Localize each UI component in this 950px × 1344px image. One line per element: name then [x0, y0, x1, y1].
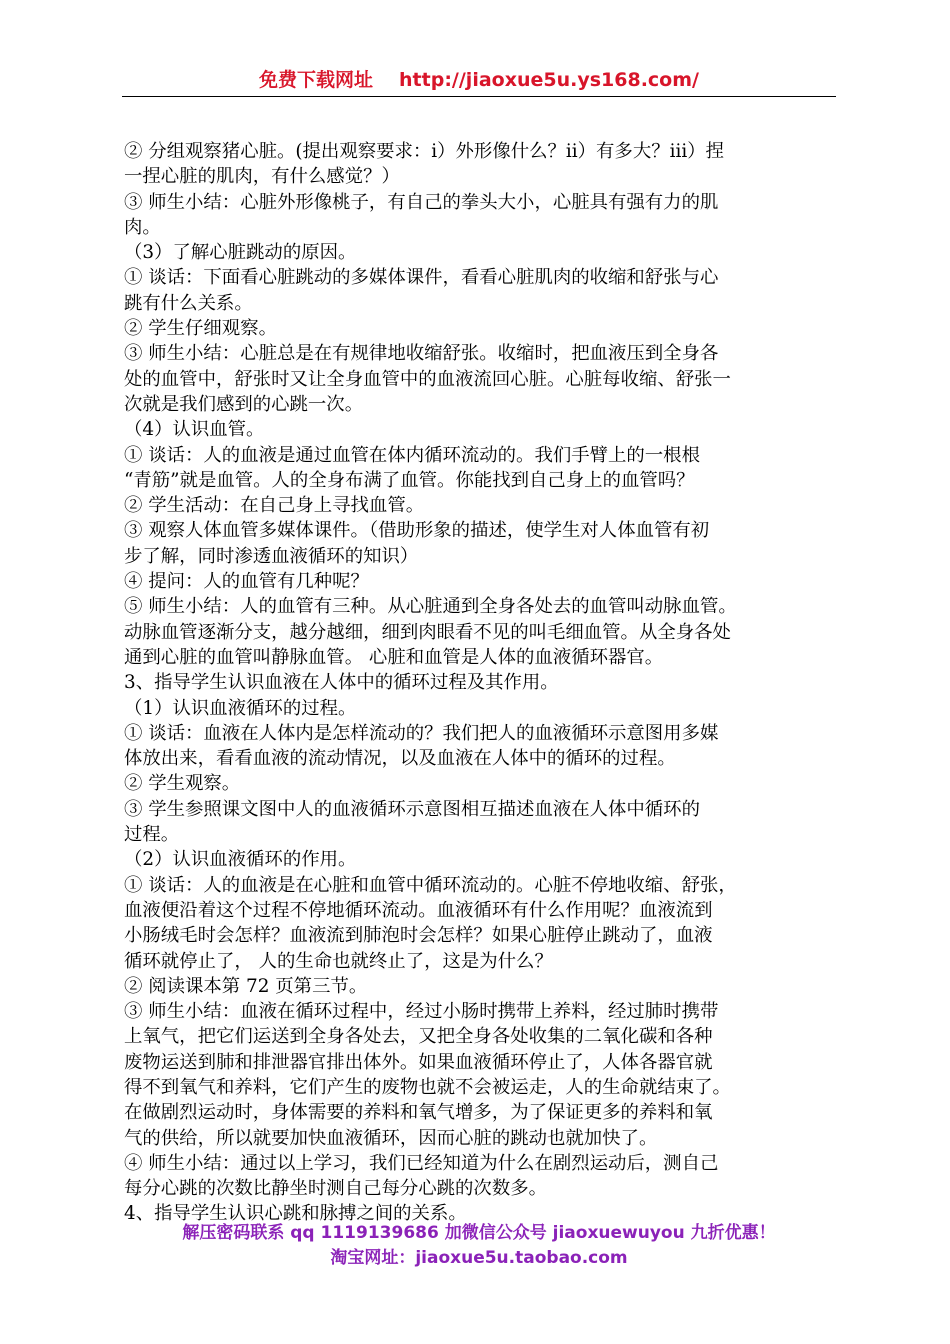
- text-line: （4）认识血管。: [124, 419, 265, 441]
- text-line: 循环就停止了， 人的生命也就终止了，这是为什么？: [124, 950, 553, 972]
- text-line: ④ 提问：人的血管有几种呢？: [124, 571, 369, 593]
- text-line: 跳有什么关系。: [124, 292, 253, 314]
- text-line: （3）了解心脏跳动的原因。: [124, 242, 357, 264]
- text-line: ③ 师生小结：心脏总是在有规律地收缩舒张。收缩时，把血液压到全身各: [124, 343, 719, 365]
- text-line: 动脉血管逐渐分支，越分越细，细到肉眼看不见的叫毛细血管。从全身各处: [124, 621, 731, 643]
- text-line: ② 学生仔细观察。: [124, 318, 277, 340]
- text-line: 体放出来，看看血液的流动情况，以及血液在人体中的循环的过程。: [124, 748, 676, 770]
- text-line: ③ 师生小结：心脏外形像桃子，有自己的拳头大小，心脏具有强有力的肌: [124, 191, 719, 213]
- text-line: 一捏心脏的肌肉，有什么感觉？）: [124, 166, 400, 188]
- text-line: 每分心跳的次数比静坐时测自己每分心跳的次数多。: [124, 1178, 547, 1200]
- text-line: ① 谈话：人的血液是在心脏和血管中循环流动的。心脏不停地收缩、舒张，: [124, 874, 737, 896]
- text-line: “青筋”就是血管。人的全身布满了血管。你能找到自己身上的血管吗？: [124, 469, 695, 491]
- text-line: 在做剧烈运动时，身体需要的养料和氧气增多，为了保证更多的养料和氧: [124, 1102, 713, 1124]
- text-line: （2）认识血液循环的作用。: [124, 849, 357, 871]
- text-line: ② 分组观察猪心脏。(提出观察要求：i）外形像什么？ii）有多大？iii）捏: [124, 141, 725, 162]
- text-line: 小肠绒毛时会怎样？血液流到肺泡时会怎样？如果心脏停止跳动了，血液: [124, 925, 713, 947]
- text-line: 处的血管中，舒张时又让全身血管中的血液流回心脏。心脏每收缩、舒张一: [124, 368, 731, 390]
- text-line: 得不到氧气和养料，它们产生的废物也就不会被运走，人的生命就结束了。: [124, 1076, 731, 1098]
- footer-contact: 解压密码联系 qq 1119139686 加微信公众号 jiaoxuewuyou 九折优惠！: [182, 1223, 776, 1243]
- text-line: 气的供给，所以就要加快血液循环，因而心脏的跳动也就加快了。: [124, 1127, 658, 1149]
- text-line: ⑤ 师生小结：人的血管有三种。从心脏通到全身各处去的血管叫动脉血管。: [124, 596, 737, 618]
- text-line: 废物运送到肺和排泄器官排出体外。如果血液循环停止了，人体各器官就: [124, 1051, 713, 1073]
- text-line: 通到心脏的血管叫静脉血管。 心脏和血管是人体的血液循环器官。: [124, 646, 664, 668]
- header-divider: [122, 96, 836, 97]
- page-header: [122, 64, 836, 96]
- text-line: 肉。: [124, 216, 161, 238]
- text-line: 步了解，同时渗透血液循环的知识）: [124, 545, 419, 567]
- text-line: ① 谈话：血液在人体内是怎样流动的？我们把人的血液循环示意图用多媒: [124, 722, 719, 744]
- text-line: ③ 师生小结：血液在循环过程中，经过小肠时携带上养料，经过肺时携带: [124, 1001, 719, 1023]
- text-line: 4、指导学生认识心跳和脉搏之间的关系。: [124, 1203, 467, 1225]
- header-label: 免费下载网址: [259, 69, 374, 91]
- text-line: ② 学生观察。: [124, 773, 241, 795]
- text-line: ① 谈话：下面看心脏跳动的多媒体课件，看看心脏肌肉的收缩和舒张与心: [124, 267, 719, 289]
- text-line: ② 阅读课本第 72 页第三节。: [124, 975, 368, 997]
- text-line: ③ 学生参照课文图中人的血液循环示意图相互描述血液在人体中循环的: [124, 798, 700, 820]
- text-line: 血液便沿着这个过程不停地循环流动。血液循环有什么作用呢？血液流到: [124, 899, 713, 921]
- text-line: ③ 观察人体血管多媒体课件。（借助形象的描述，使学生对人体血管有初: [124, 520, 710, 542]
- text-line: 上氧气，把它们运送到全身各处去，又把全身各处收集的二氧化碳和各种: [124, 1026, 713, 1048]
- text-line: ④ 师生小结：通过以上学习，我们已经知道为什么在剧烈运动后，测自己: [124, 1152, 719, 1174]
- header-url-link[interactable]: http://jiaoxue5u.ys168.com/: [399, 69, 699, 91]
- text-line: 过程。: [124, 824, 180, 846]
- text-line: ② 学生活动：在自己身上寻找血管。: [124, 495, 425, 517]
- text-line: 次就是我们感到的心跳一次。: [124, 393, 364, 415]
- text-line: ① 谈话：人的血液是通过血管在体内循环流动的。我们手臂上的一根根: [124, 444, 700, 466]
- document-body: [124, 139, 838, 1227]
- footer-shop-url[interactable]: 淘宝网址：jiaoxue5u.taobao.com: [330, 1248, 628, 1268]
- text-line: （1）认识血液循环的过程。: [124, 697, 357, 719]
- text-line: 3、指导学生认识血液在人体中的循环过程及其作用。: [124, 672, 559, 694]
